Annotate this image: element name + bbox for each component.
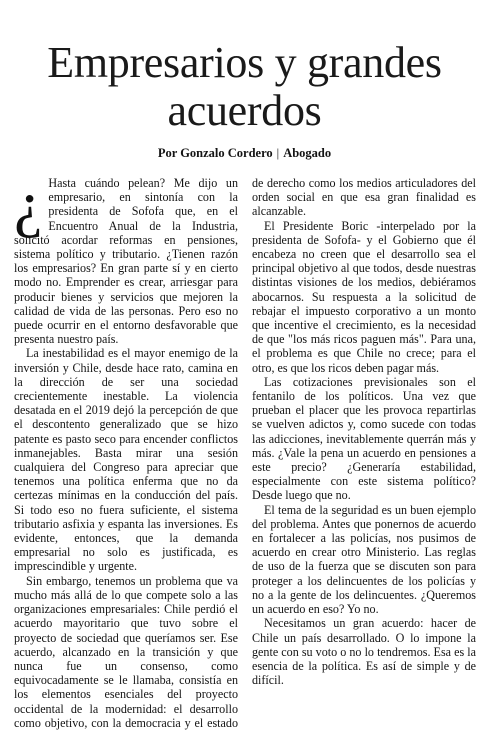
paragraph-5: Las cotizaciones previsionales son el fentanilo de los políticos. Una vez que prueban el placer que les provoca repartirlas se vuelven adictos y, como sucede con todas las adicciones, inevitablemente querrán más y más. ¿Vale la pena un acuerdo en pensiones a este precio? ¿Generaría estabilidad, especialmente con este sistema político? Desde luego que no.	[252, 374, 476, 503]
byline-separator: |	[276, 146, 280, 160]
paragraph-2: La inestabilidad es el mayor enemigo de la inversión y Chile, desde hace rato, camina en la dirección de ser una sociedad crecientemente inestable. La violencia desatada en el 2019 dejó la percepción de que el descontento generalizado que se hizo patente es pasto seco para encender conflictos inmanejables. Basta mirar una sesión cualquiera del Congreso para apreciar que tenemos una política enferma que no da certezas mínimas en la conducción del país. Si todo eso no fuera suficiente, el sistema tributario asfixia y espanta las inversiones. Es evidente, entonces, que la demanda empresarial no solo es justificada, es imprescindible y urgente.	[14, 346, 238, 574]
author-name: Por Gonzalo Cordero	[157, 146, 273, 160]
paragraph-6: El tema de la seguridad es un buen ejemplo del problema. Antes que ponernos de acuerdo en fortalecer a las policías, nos pusimos de acuerdo en crear otro Ministerio. Las reglas de uso de la fuerza que se discuten son para proteger a los delincuentes de los policías y no a la gente de los delincuentes. ¿Queremos un acuerdo en eso? Yo no.	[252, 502, 476, 617]
paragraph-7: Necesitamos un gran acuerdo: hacer de Chile un país desarrollado. O lo impone la gente con su voto o no lo tendremos. Esa es la esencia de la política. Es así de simple y de difícil.	[252, 616, 476, 688]
headline-line-2: acuerdos	[167, 86, 322, 136]
paragraph-4: El Presidente Boric -interpelado por la presidenta de Sofofa- y el Gobierno que él encabeza no creen que el desarrollo sea el principal objetivo al que todos, desde nuestras distintas visiones de los medios, debiéramos abocarnos. Su respuesta a la solicitud de rebajar el impuesto corporativo a un monto que incentive el crecimiento, es la necesidad de que "los más ricos paguen más". Para una, el problema es que Chile no crece; para el otro, es que los ricos deben pagar más.	[252, 218, 476, 375]
paragraph-1	[14, 168, 238, 347]
headline-line-1: Empresarios y grandes	[47, 38, 442, 88]
article-body	[14, 168, 476, 736]
byline	[0, 146, 489, 161]
paragraph-1-text: Hasta cuándo pelean? Me dijo un empresario, en sintonía con la presidenta de Sofofa que, en el Encuentro Anual de la Industria, solicitó acordar reformas en pensiones, sistema político y tributario. ¿Tienen razón los empresarios? En gran parte sí y en cierto modo no. Emprender es crear, arriesgar para producir bienes y servicios que mejoren la calidad de vida de las personas. Pero eso no puede ocurrir en el entorno desfavorable que presenta nuestro país.	[14, 176, 238, 347]
headline	[0, 39, 489, 135]
paragraph-3: Sin embargo, tenemos un problema que va mucho más allá de lo que compete solo a las organizaciones empresariales: Chile perdió el acuerdo mayoritario que tuvo sobre el proyecto de sociedad que queríamos ser. Ese acuerdo, alcanzado en la transición y que nunca fue un consenso, como equivocadamente se le llamaba, consistía en los elementos esenciales del proyecto occidental de la modernidad: el desarrollo como objetivo, con la democracia y el estado de derecho como los medios articuladores del orden social en que esa gran finalidad es alcanzable.	[14, 176, 476, 730]
drop-cap: ¿	[14, 168, 43, 239]
author-role: Abogado	[283, 146, 332, 160]
